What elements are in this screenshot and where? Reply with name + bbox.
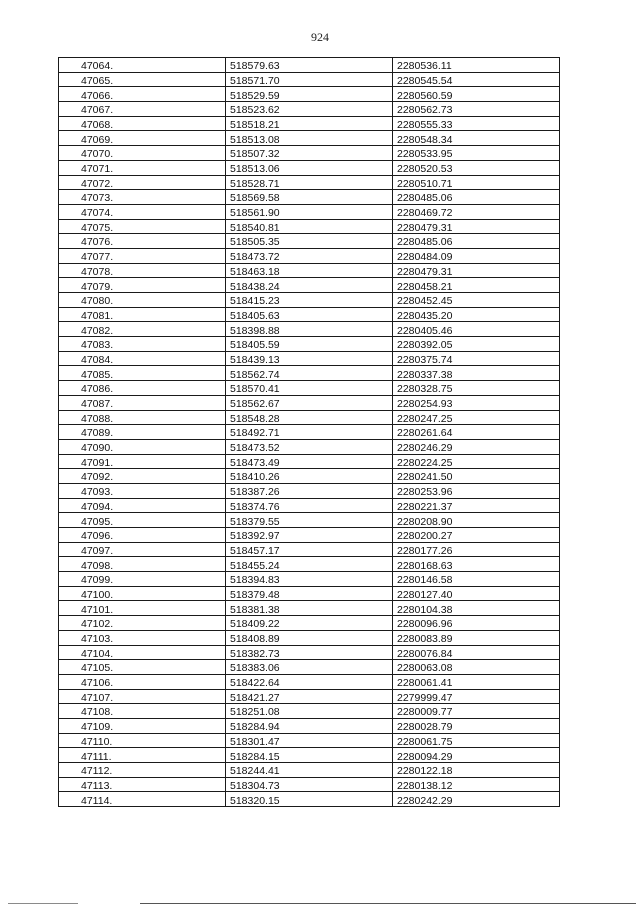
table-row — [59, 175, 560, 190]
point-id-cell: 47114. — [59, 792, 226, 807]
y-coordinate-cell: 2280392.05 — [393, 337, 560, 352]
x-coordinate-cell: 518398.88 — [226, 322, 393, 337]
point-id-cell: 47076. — [59, 234, 226, 249]
x-coordinate-cell: 518320.15 — [226, 792, 393, 807]
table-row — [59, 483, 560, 498]
x-coordinate-cell: 518505.35 — [226, 234, 393, 249]
x-coordinate-cell: 518284.15 — [226, 748, 393, 763]
x-coordinate-cell: 518579.63 — [226, 58, 393, 73]
point-id-cell: 47081. — [59, 307, 226, 322]
table-row — [59, 528, 560, 543]
point-id-cell: 47087. — [59, 395, 226, 410]
y-coordinate-cell: 2280375.74 — [393, 351, 560, 366]
point-id-cell: 47096. — [59, 528, 226, 543]
point-id-cell: 47089. — [59, 425, 226, 440]
point-id-cell: 47086. — [59, 381, 226, 396]
scan-edge-line-right — [140, 903, 636, 904]
y-coordinate-cell: 2280560.59 — [393, 87, 560, 102]
x-coordinate-cell: 518463.18 — [226, 263, 393, 278]
y-coordinate-cell: 2280548.34 — [393, 131, 560, 146]
y-coordinate-cell: 2280009.77 — [393, 704, 560, 719]
y-coordinate-cell: 2280261.64 — [393, 425, 560, 440]
point-id-cell: 47099. — [59, 572, 226, 587]
table-row — [59, 87, 560, 102]
table-row — [59, 425, 560, 440]
x-coordinate-cell: 518301.47 — [226, 733, 393, 748]
x-coordinate-cell: 518455.24 — [226, 557, 393, 572]
point-id-cell: 47095. — [59, 513, 226, 528]
point-id-cell: 47072. — [59, 175, 226, 190]
point-id-cell: 47071. — [59, 160, 226, 175]
table-row — [59, 160, 560, 175]
y-coordinate-cell: 2280104.38 — [393, 601, 560, 616]
y-coordinate-cell: 2280083.89 — [393, 630, 560, 645]
point-id-cell: 47068. — [59, 116, 226, 131]
point-id-cell: 47109. — [59, 718, 226, 733]
x-coordinate-cell: 518379.48 — [226, 586, 393, 601]
table-row — [59, 234, 560, 249]
table-row — [59, 366, 560, 381]
table-row — [59, 293, 560, 308]
table-row — [59, 689, 560, 704]
point-id-cell: 47092. — [59, 469, 226, 484]
y-coordinate-cell: 2280061.75 — [393, 733, 560, 748]
point-id-cell: 47101. — [59, 601, 226, 616]
table-row — [59, 763, 560, 778]
y-coordinate-cell: 2280122.18 — [393, 763, 560, 778]
x-coordinate-cell: 518507.32 — [226, 146, 393, 161]
point-id-cell: 47107. — [59, 689, 226, 704]
point-id-cell: 47090. — [59, 439, 226, 454]
y-coordinate-cell: 2280127.40 — [393, 586, 560, 601]
x-coordinate-cell: 518422.64 — [226, 674, 393, 689]
x-coordinate-cell: 518439.13 — [226, 351, 393, 366]
y-coordinate-cell: 2280479.31 — [393, 263, 560, 278]
point-id-cell: 47105. — [59, 660, 226, 675]
table-row — [59, 131, 560, 146]
table-row — [59, 58, 560, 73]
y-coordinate-cell: 2280094.29 — [393, 748, 560, 763]
x-coordinate-cell: 518562.74 — [226, 366, 393, 381]
table-row — [59, 660, 560, 675]
point-id-cell: 47110. — [59, 733, 226, 748]
point-id-cell: 47075. — [59, 219, 226, 234]
point-id-cell: 47088. — [59, 410, 226, 425]
point-id-cell: 47073. — [59, 190, 226, 205]
table-row — [59, 146, 560, 161]
point-id-cell: 47112. — [59, 763, 226, 778]
point-id-cell: 47094. — [59, 498, 226, 513]
table-row — [59, 248, 560, 263]
x-coordinate-cell: 518387.26 — [226, 483, 393, 498]
table-row — [59, 439, 560, 454]
x-coordinate-cell: 518473.49 — [226, 454, 393, 469]
y-coordinate-cell: 2280485.06 — [393, 234, 560, 249]
x-coordinate-cell: 518381.38 — [226, 601, 393, 616]
x-coordinate-cell: 518382.73 — [226, 645, 393, 660]
x-coordinate-cell: 518284.94 — [226, 718, 393, 733]
x-coordinate-cell: 518392.97 — [226, 528, 393, 543]
y-coordinate-cell: 2280337.38 — [393, 366, 560, 381]
table-row — [59, 190, 560, 205]
point-id-cell: 47069. — [59, 131, 226, 146]
y-coordinate-cell: 2280200.27 — [393, 528, 560, 543]
table-row — [59, 733, 560, 748]
y-coordinate-cell: 2280247.25 — [393, 410, 560, 425]
y-coordinate-cell: 2280063.08 — [393, 660, 560, 675]
table-row — [59, 542, 560, 557]
x-coordinate-cell: 518523.62 — [226, 102, 393, 117]
table-row — [59, 674, 560, 689]
y-coordinate-cell: 2280479.31 — [393, 219, 560, 234]
y-coordinate-cell: 2280168.63 — [393, 557, 560, 572]
point-id-cell: 47093. — [59, 483, 226, 498]
y-coordinate-cell: 2280533.95 — [393, 146, 560, 161]
table-row — [59, 395, 560, 410]
y-coordinate-cell: 2280146.58 — [393, 572, 560, 587]
point-id-cell: 47085. — [59, 366, 226, 381]
point-id-cell: 47083. — [59, 337, 226, 352]
point-id-cell: 47079. — [59, 278, 226, 293]
y-coordinate-cell: 2280246.29 — [393, 439, 560, 454]
point-id-cell: 47077. — [59, 248, 226, 263]
x-coordinate-cell: 518518.21 — [226, 116, 393, 131]
x-coordinate-cell: 518569.58 — [226, 190, 393, 205]
y-coordinate-cell: 2280405.46 — [393, 322, 560, 337]
x-coordinate-cell: 518548.28 — [226, 410, 393, 425]
table-row — [59, 454, 560, 469]
table-row — [59, 748, 560, 763]
point-id-cell: 47108. — [59, 704, 226, 719]
x-coordinate-cell: 518571.70 — [226, 72, 393, 87]
x-coordinate-cell: 518438.24 — [226, 278, 393, 293]
y-coordinate-cell: 2280484.09 — [393, 248, 560, 263]
y-coordinate-cell: 2280469.72 — [393, 204, 560, 219]
table-row — [59, 72, 560, 87]
point-id-cell: 47084. — [59, 351, 226, 366]
table-row — [59, 498, 560, 513]
point-id-cell: 47066. — [59, 87, 226, 102]
table-row — [59, 630, 560, 645]
x-coordinate-cell: 518415.23 — [226, 293, 393, 308]
y-coordinate-cell: 2280458.21 — [393, 278, 560, 293]
table-row — [59, 102, 560, 117]
scan-edge-line-left — [8, 903, 78, 904]
y-coordinate-cell: 2280485.06 — [393, 190, 560, 205]
y-coordinate-cell: 2280254.93 — [393, 395, 560, 410]
table-row — [59, 572, 560, 587]
table-row — [59, 219, 560, 234]
y-coordinate-cell: 2280138.12 — [393, 777, 560, 792]
point-id-cell: 47102. — [59, 616, 226, 631]
y-coordinate-cell: 2280221.37 — [393, 498, 560, 513]
point-id-cell: 47067. — [59, 102, 226, 117]
y-coordinate-cell: 2280096.96 — [393, 616, 560, 631]
x-coordinate-cell: 518251.08 — [226, 704, 393, 719]
point-id-cell: 47104. — [59, 645, 226, 660]
table-row — [59, 792, 560, 807]
y-coordinate-cell: 2280536.11 — [393, 58, 560, 73]
x-coordinate-cell: 518529.59 — [226, 87, 393, 102]
x-coordinate-cell: 518473.72 — [226, 248, 393, 263]
x-coordinate-cell: 518473.52 — [226, 439, 393, 454]
point-id-cell: 47103. — [59, 630, 226, 645]
point-id-cell: 47091. — [59, 454, 226, 469]
point-id-cell: 47111. — [59, 748, 226, 763]
coordinate-table — [58, 57, 560, 807]
x-coordinate-cell: 518513.08 — [226, 131, 393, 146]
y-coordinate-cell: 2280452.45 — [393, 293, 560, 308]
x-coordinate-cell: 518405.63 — [226, 307, 393, 322]
point-id-cell: 47082. — [59, 322, 226, 337]
point-id-cell: 47100. — [59, 586, 226, 601]
table-row — [59, 777, 560, 792]
y-coordinate-cell: 2280555.33 — [393, 116, 560, 131]
table-row — [59, 410, 560, 425]
x-coordinate-cell: 518562.67 — [226, 395, 393, 410]
y-coordinate-cell: 2280328.75 — [393, 381, 560, 396]
point-id-cell: 47097. — [59, 542, 226, 557]
x-coordinate-cell: 518409.22 — [226, 616, 393, 631]
y-coordinate-cell: 2280435.20 — [393, 307, 560, 322]
x-coordinate-cell: 518244.41 — [226, 763, 393, 778]
point-id-cell: 47113. — [59, 777, 226, 792]
x-coordinate-cell: 518513.06 — [226, 160, 393, 175]
table-row — [59, 469, 560, 484]
y-coordinate-cell: 2280177.26 — [393, 542, 560, 557]
point-id-cell: 47098. — [59, 557, 226, 572]
x-coordinate-cell: 518492.71 — [226, 425, 393, 440]
table-row — [59, 307, 560, 322]
y-coordinate-cell: 2280224.25 — [393, 454, 560, 469]
y-coordinate-cell: 2280253.96 — [393, 483, 560, 498]
table-row — [59, 381, 560, 396]
y-coordinate-cell: 2279999.47 — [393, 689, 560, 704]
table-row — [59, 204, 560, 219]
table-row — [59, 278, 560, 293]
point-id-cell: 47106. — [59, 674, 226, 689]
x-coordinate-cell: 518561.90 — [226, 204, 393, 219]
y-coordinate-cell: 2280076.84 — [393, 645, 560, 660]
y-coordinate-cell: 2280520.53 — [393, 160, 560, 175]
y-coordinate-cell: 2280242.29 — [393, 792, 560, 807]
coordinate-table-body — [59, 58, 560, 807]
x-coordinate-cell: 518383.06 — [226, 660, 393, 675]
point-id-cell: 47064. — [59, 58, 226, 73]
table-row — [59, 263, 560, 278]
x-coordinate-cell: 518394.83 — [226, 572, 393, 587]
x-coordinate-cell: 518374.76 — [226, 498, 393, 513]
table-row — [59, 586, 560, 601]
table-row — [59, 601, 560, 616]
point-id-cell: 47074. — [59, 204, 226, 219]
table-row — [59, 322, 560, 337]
point-id-cell: 47080. — [59, 293, 226, 308]
x-coordinate-cell: 518540.81 — [226, 219, 393, 234]
y-coordinate-cell: 2280562.73 — [393, 102, 560, 117]
x-coordinate-cell: 518528.71 — [226, 175, 393, 190]
y-coordinate-cell: 2280241.50 — [393, 469, 560, 484]
y-coordinate-cell: 2280061.41 — [393, 674, 560, 689]
point-id-cell: 47065. — [59, 72, 226, 87]
y-coordinate-cell: 2280510.71 — [393, 175, 560, 190]
table-row — [59, 616, 560, 631]
x-coordinate-cell: 518570.41 — [226, 381, 393, 396]
x-coordinate-cell: 518408.89 — [226, 630, 393, 645]
table-row — [59, 557, 560, 572]
y-coordinate-cell: 2280545.54 — [393, 72, 560, 87]
y-coordinate-cell: 2280028.79 — [393, 718, 560, 733]
table-row — [59, 351, 560, 366]
x-coordinate-cell: 518379.55 — [226, 513, 393, 528]
table-row — [59, 337, 560, 352]
page-number: 924 — [311, 30, 329, 44]
table-row — [59, 513, 560, 528]
x-coordinate-cell: 518457.17 — [226, 542, 393, 557]
point-id-cell: 47070. — [59, 146, 226, 161]
table-row — [59, 116, 560, 131]
point-id-cell: 47078. — [59, 263, 226, 278]
x-coordinate-cell: 518304.73 — [226, 777, 393, 792]
y-coordinate-cell: 2280208.90 — [393, 513, 560, 528]
x-coordinate-cell: 518421.27 — [226, 689, 393, 704]
x-coordinate-cell: 518405.59 — [226, 337, 393, 352]
table-row — [59, 718, 560, 733]
table-row — [59, 704, 560, 719]
table-row — [59, 645, 560, 660]
x-coordinate-cell: 518410.26 — [226, 469, 393, 484]
